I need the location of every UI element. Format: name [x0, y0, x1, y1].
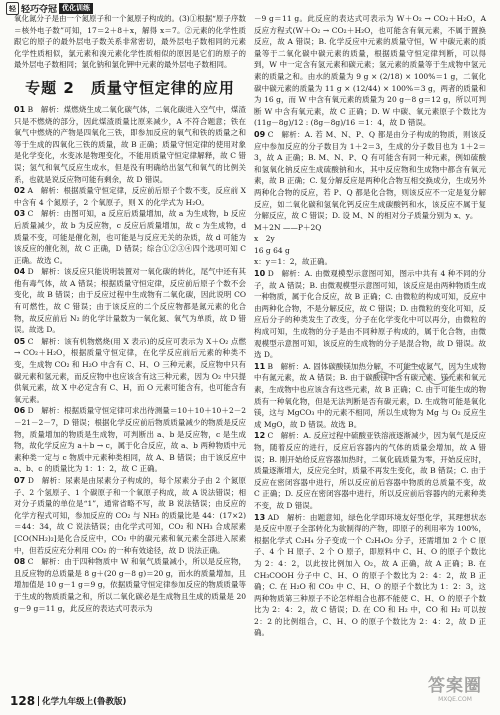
answer-q8-continued: －9 g＝11 g。此反应的表达式可表示为 W＋O₂ → CO₂＋H₂O，A 反应方程式(W＋O₂ → CO₂＋H₂O，也可能含有氧元素，不属于置换反应，故 A 错误；B. 化学反应中元素的质量守恒，W 中碳元素的质量等于二氧化碳中碳元素的质量，根据质量守恒定律判断，可以得到，W 中一定含有氢元素和碳元素；氢元素的质量等于生成物中氢元素的质量之和。由水的质量为 9 g × (2/18) × 100%＝1 g，二氧化碳中碳元素的质量为 11 g × (12/44) × 100%＝3 g，两者的质量和为 16 g，而 W 中含有氧元素的质量为 20 g－8 g＝12 g，所以可判断 W 中含有氧元素，故 C 正确；D. W 中碳、氧元素原子个数比为 (11g－8g)/12 : (8g－8g)/16 ＝1：4，故 D 错误。 [254, 14, 486, 128]
question-number: 10 [254, 269, 266, 279]
answer-q6 [14, 405, 246, 475]
answer-text: D 解析：尿素是由尿素分子构成的，每个尿素分子由 2 个氮原子、2 个氢原子、1 个碳原子和一个氧原子构成，故 A 说法错误；相对分子质量的单位是“1”，通常省略不写，故 B 说法错误；由反应的化学方程式可知，参加反应的 CO₂ 与 NH₃ 的质量比是 44：(17×2)＝44：34，故 C 说法错误；由化学式可知，CO₂ 和 NH₃ 合成尿素[CO(NH₂)₂]是化合反应中，CO₂ 中的碳元素和氧元素全部进入尿素中，但若反应充分利用 CO₂ 的一种有效途径，故 D 说法正确。 [14, 475, 246, 555]
right-column [254, 13, 486, 639]
answer-text: C 解析：A. 反应过程中硫酸亚铁溶液逐渐减少，因为氧气是反应物，随着反应的进行，反应后容器内的气体的质量会增加，故 A 错误；B. 刚开始给反应容器加热时，二氧化硫质量为零，开始反应时，质量逐渐增大，反应完全时，质量不再发生变化，故 B 错误；C. 由于反应在密闭容器中进行，所以反应前后容器中物质的总质量不变，故 C 正确；D. 反应在密闭容器中进行，所以反应前后容器内的元素种类不变，故 D 错误。 [254, 431, 486, 510]
answer-q10 [254, 268, 486, 361]
answer-q5 [14, 336, 246, 406]
watermark-logo [415, 676, 495, 712]
intro-paragraph: 氧化氮分子是由一个氮原子和一个氮原子构成的。(3)①根据“原子序数＝核外电子数”可知，17＝2＋8＋x，解得 x＝7。②元素的化学性质跟它的原子的最外层电子数关系非常密切，最外层电子数相同的元素化学性质相似，氯元素和溴元素化学性质相似的原因是它们的原子的最外层电子数相同；氯化钠和氯化钾中元素的最外层电子数相同。 [14, 14, 246, 70]
answer-text: AD 解析：由题意知，绿色化学即环境友好型化学，其理想状态是反应中原子全部转化为欲制得的产物，即原子的利用率为 100%，根据化学式 C₂H₄ 分子变成一个 C₂H₄O₂ 分子，还需增加 2 个 C 原子、4 个 H 原子、2 个 O 原子，即原料中 C、H、O 的原子个数比为 2：4：2，以此按比例加入 O₂，故 A 正确，故 A 正确；B. 在 CH₃COOH 分子中 C、H、O 的原子个数比为 2：4：2，故 B 正确；C. 在 H₂O 和 CO₂ 中 C、H、O 的原子个数比为 1：2：3，这两种物质第三种原子不论怎样组合也都不能使 C、H、O 的原子个数比为 2：4：2，故 C 错误；D. 在 CO 和 H₂ 中，CO 和 H₂ 可以按 2：2 的比例组合，C、H、O 的原子个数比为 2：4：2，故 D 正确。 [254, 512, 486, 638]
equation-line: M＋2N ——P＋2Q [254, 222, 322, 232]
equation-line: 16 g 64 g [254, 245, 290, 255]
answer-text: C 解析：该有机物燃烧(用 X 表示)的反应可表示为 X＋O₂ 点燃→ CO₂＋H₂O，根据质量守恒定律，在化学反应前后元素的种类不变，生成物 CO₂ 和 H₂O 中含有 C、H、O 三种元素，反应物中只有碳元素和氢元素，而反应物中也应该含有这三种元素，因为 O₂ 中只提供氧元素，故 X 中必定含有 C、H，而 O 元素可能含有，也可能含有氧元素。 [14, 336, 246, 404]
section-title: 专题 2 质量守恒定律的应用 [25, 78, 235, 97]
handwritten-scribble [370, 356, 460, 392]
answer-text: C 解析：A. 若 M、N、P、Q 都是由分子构成的物质，则该反应中参加反应的分子数目为 1＋2＝3，生成的分子数目也为 1＋2＝3，故 A 正确；B. M、N、P、Q 有可能含有同一种元素，例如硫酸和氢氧化钠反应生成硫酸钠和水，其中反应物和生成物中都含有氧元素，故 B 正确；C. 复分解反应是两种化合物互相交换成分，生成另外两种化合物的反应，若 P、Q 都是化合物，则该反应不一定是复分解反应，如二氧化碳和氢氧化钙反应生成碳酸钙和水，该反应不属于复分解反应，故 C 错误；D. 设 M、N 的相对分子质量分别为 x、y。 [254, 129, 486, 221]
equation-line: x：y＝1：2，故正确。 [254, 257, 333, 267]
answer-q9 [254, 129, 486, 222]
question-number: 05 [14, 336, 26, 346]
question-number: 03 [14, 209, 26, 219]
question-number: 08 [14, 557, 26, 567]
answer-text: A 解析：根据质量守恒定律，反应前后原子个数不变，反应前 X 中含有 4 个氮原子，2 个氧原子，则 X 的化学式为 H₂O。 [14, 186, 246, 207]
page-number: 128 [10, 694, 36, 708]
answer-text: C 解析：由图可知，a 反应后质量增加，故 a 为生成物，b 反应后质量减少，故 b 为反应物，c 反应后质量增加，故 c 为生成物，d 质量不变，可能是催化剂，也可能是与反应无关的杂质，故 d 可能为该反应的催化剂，故 C 正确，D 错误；综合①②③④四个选项可知 C 正确。故选 C。 [14, 209, 246, 265]
left-column [14, 13, 246, 614]
book-title: 化学九年级上(鲁教版) [42, 697, 127, 707]
page-footer [10, 694, 126, 708]
answer-text: B 解析：煤燃烧生成二氧化碳气体，二氧化碳进入空气中，煤渣只是不燃烧的部分，因此煤渣质量比原来减少，A 不符合题意；铁在氧气中燃烧的产物是四氧化三铁，即参加反应的氧气和铁的质量之和等于生成的四氧化三铁的质量，故 B 正确；质量守恒定律的使用对象是化学变化，水变冰是物理变化，不能用质量守恒定律解释，故 C 错误；氢气和氧气反应生成水，但是没有明确给出氢气和氧气的比例关系，也就是说反应物可能有剩余，故 D 错误。 [14, 104, 247, 184]
answer-q1 [14, 104, 246, 185]
question-number: 06 [14, 406, 26, 416]
question-number: 12 [254, 431, 266, 441]
question-number: 09 [254, 129, 266, 139]
question-number: 01 [14, 104, 26, 114]
answer-text: D 解析：该反应只能说明装置对一氧化碳的转化，尾气中还有其他有毒气体，故 A 错误；根据质量守恒定律，反应前后原子个数不会变化，故 B 错误；由于反应过程中生成物有二氧化碳，因此说明 CO 有可燃性，故 C 错误；由于该反应的二个反应物都是氮元素的化合物，故反应前后 N₂ 的化学计量数为一氧化氮、氧气为单质，故 D 错误。故选 D。 [14, 267, 246, 335]
footer-divider [38, 696, 39, 706]
answer-q8 [14, 556, 246, 614]
answer-text: C 解析：由于四种物质中 W 和氧气质量减小，所以是反应物，且反应物的总质量是 8 g＋(20 g－8 g)＝20 g，而水的质量增加，且增加值是 10 g－1 g＝9 g，依据质量守恒定律参加反应的物质质量等于生成的物质质量之和，所以二氧化碳必是生成物且生成的质量是 20 g－9 g＝11 g，此反应的表达式可表示为 [14, 557, 247, 613]
answer-text: D 解析：A. 由微观模型示意图可知，图示中共有 4 种不同的分子，故 A 错误；B. 由微观模型示意图可知，该反应是由两种物质生成一种物质，属于化合反应，故 B 正确；C. 由微粒的构成可知，反应中由两种化合物，不是分解反应，故 C 错误；D. 由微粒的变化可知，反应后分子的种类发生了改变，分子在化学变化中可以再分，由微粒的构成可知，生成物的分子是由不同种原子构成的，属于化合物，由微观模型示意图可知，该反应的生成物的分子是混合物，故 D 错误。故选 D。 [254, 269, 486, 360]
answer-text: B 解析：A. 固体碳酸镁加热分解，不可能生成氮气，因为生成物中有氮元素，故 A 错误；B. 由于碳酸镁中含有碳元素、镁元素和氧元素，生成物中也应该含有这些元素，故 B 正确；C. 由于可能生成的物质有一种氧化物，但是无法判断是否有碳元素，D. 生成物可能是氧化镁，这与 MgCO₃ 中的元素不相同，所以生成物为 Mg 与 O₂ 反应生成 MgO，故 D 错误。故选 B。 [254, 361, 486, 429]
answer-q7 [14, 475, 246, 556]
watermark-url: MXQE.COM [438, 696, 472, 703]
answer-q3 [14, 208, 246, 266]
answer-q2 [14, 185, 246, 208]
equation-line: x 2y [254, 234, 275, 244]
answer-text: D 解析：根据质量守恒定律可求出待测量＝10＋10＋10＋2－2－21－2－7，D 错误；根据化学反应前后物质质量减少的物质是反应物，质量增加的物质是生成物，可判断出 a、b 是反应物，c 是生成物，故化学反应为 a＋b → c，属于化合反应，故 a、b 两种物质中元素种类一定与 c 物质中元素种类相同，故 A、B 错误；由于该反应中 a、b、c 的质量比为 1：1：2，故 C 正确。 [14, 406, 246, 474]
question-number: 07 [14, 475, 26, 485]
answer-q13 [254, 512, 486, 640]
series-badge: 优化训练 [59, 3, 93, 14]
question-number: 13 [254, 512, 266, 522]
logo-mark-icon: 轻 [6, 2, 19, 15]
question-number: 02 [14, 186, 26, 196]
brand-name: 轻巧夺冠 [21, 5, 58, 15]
question-number: 11 [254, 361, 266, 371]
question-number: 04 [14, 267, 26, 277]
answer-q4 [14, 266, 246, 336]
watermark-text: 答案圈 [428, 676, 482, 696]
answer-q12 [254, 430, 486, 511]
